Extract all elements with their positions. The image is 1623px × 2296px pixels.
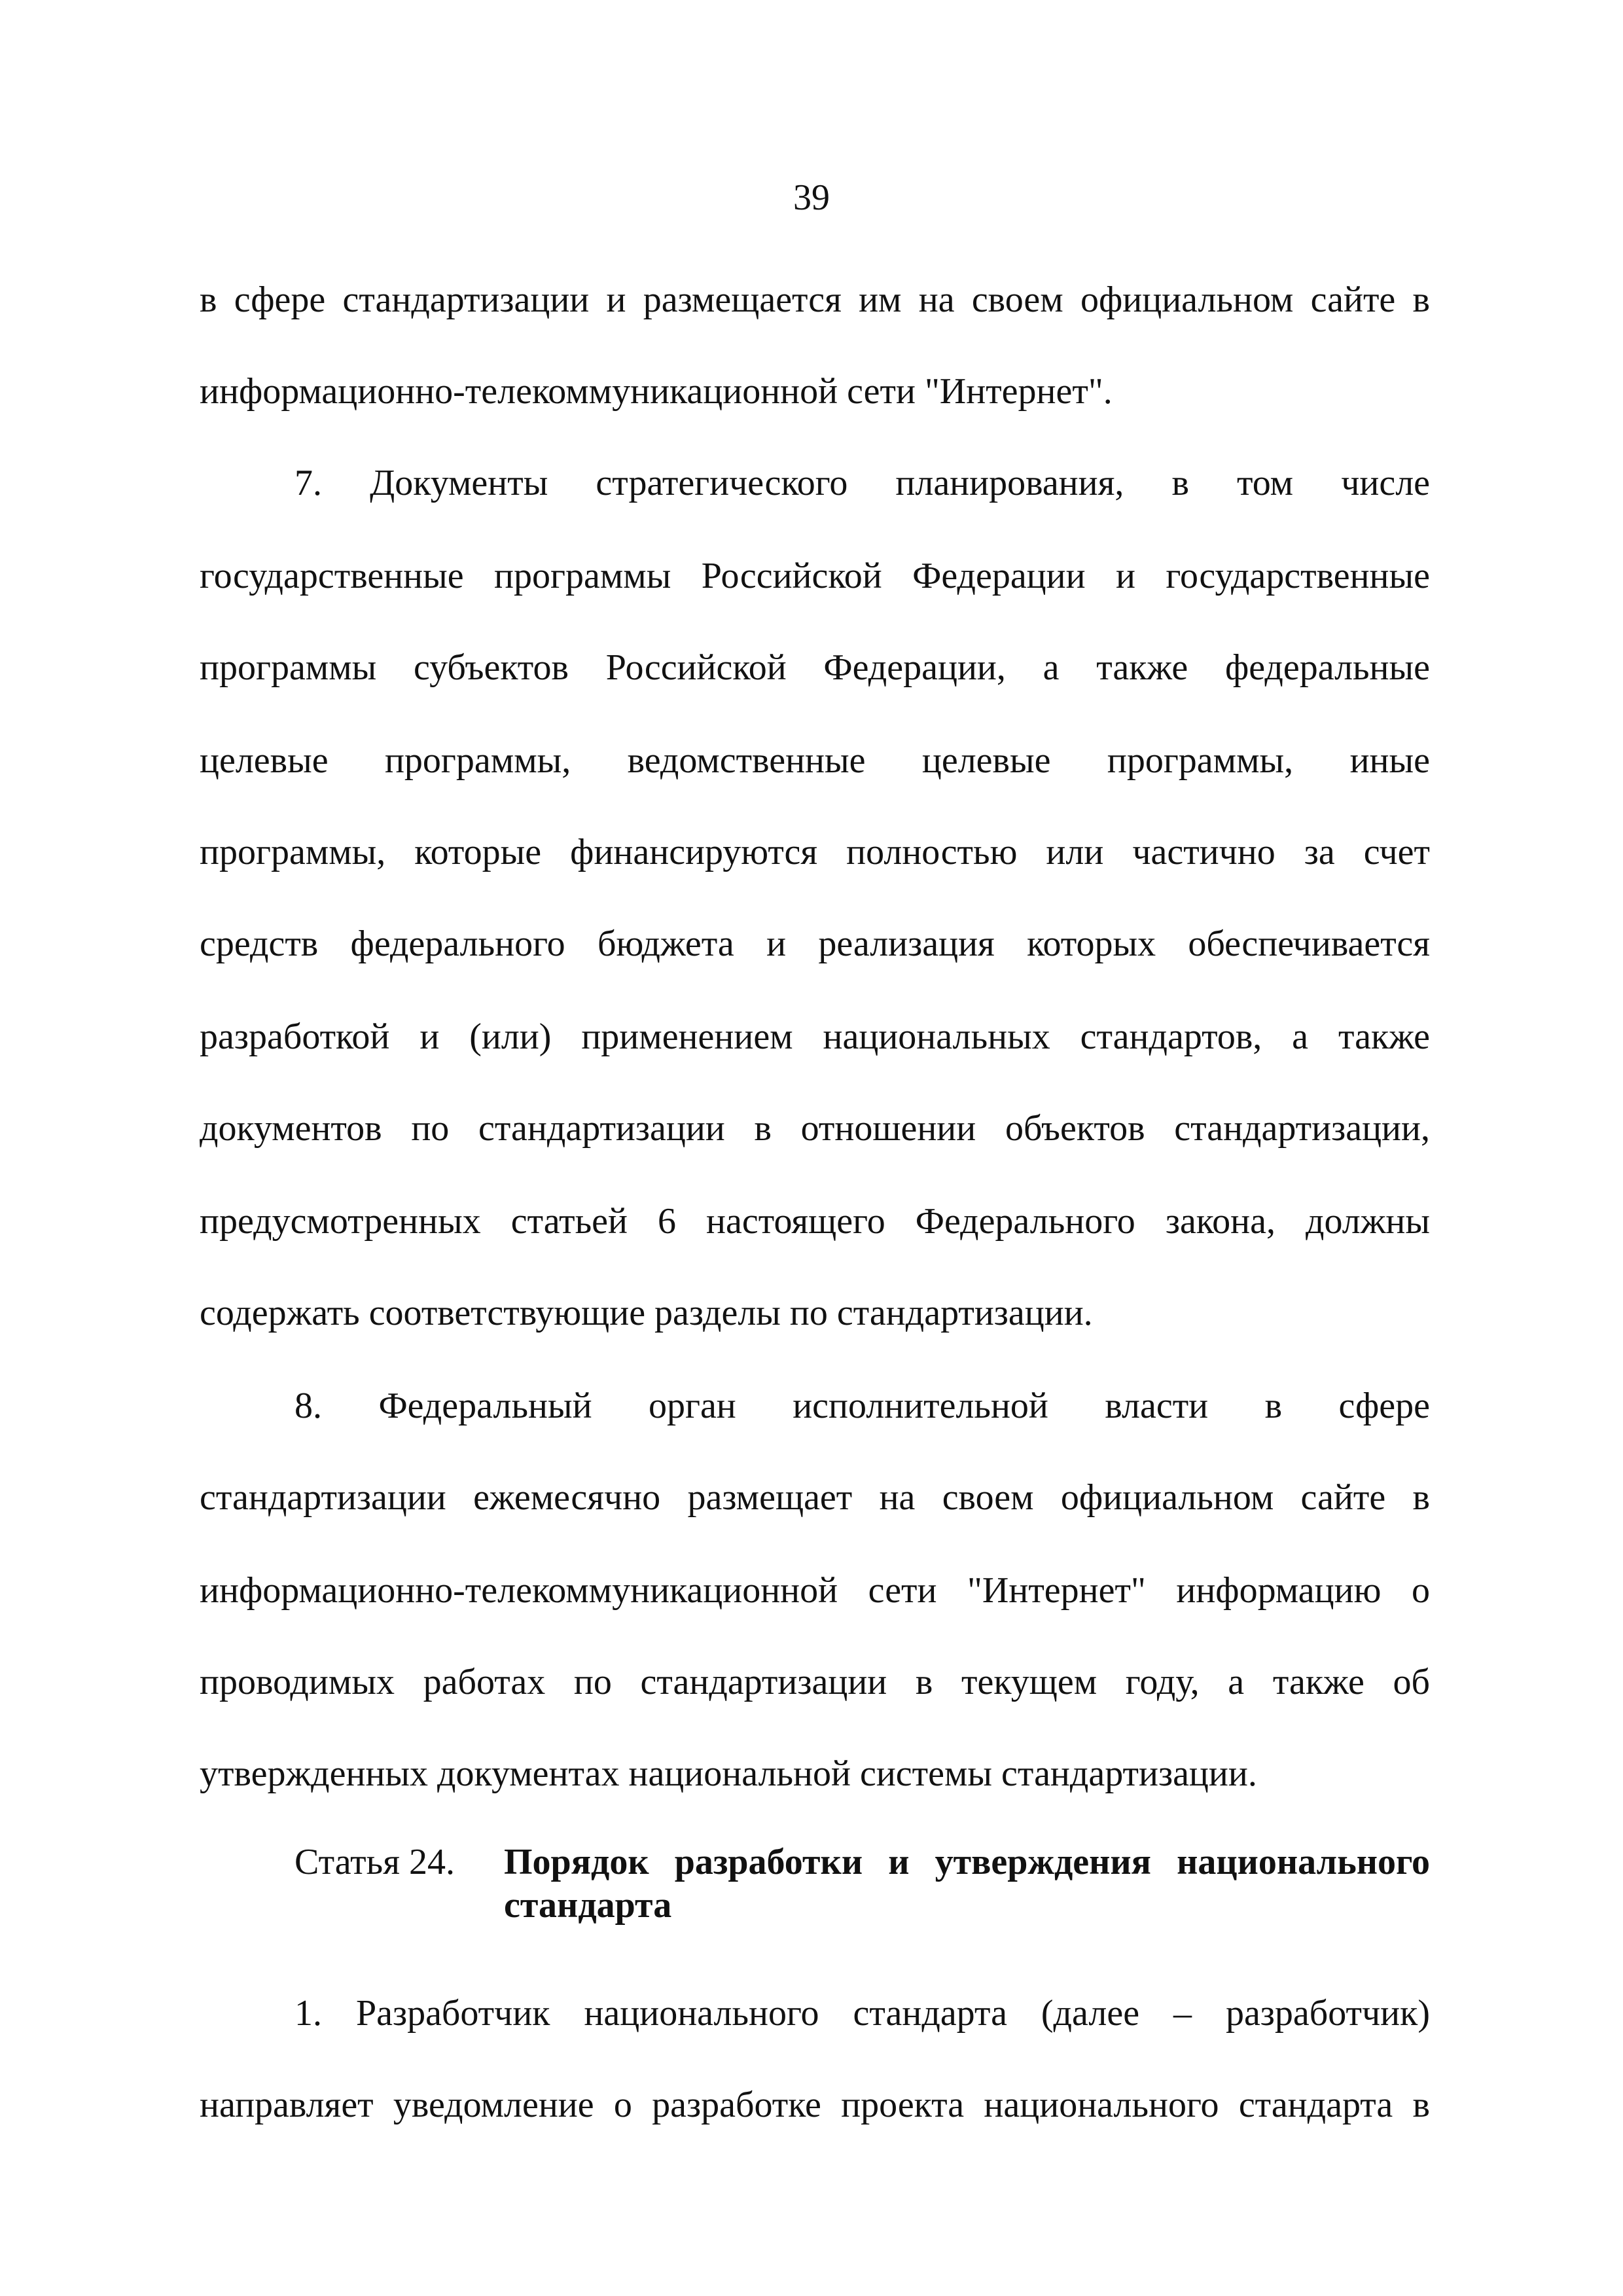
article-title [504, 1840, 1430, 1927]
article-label: Статья 24. [294, 1842, 455, 1882]
text-line: документов по стандартизации в отношении объектов стандартизации, [200, 1108, 1430, 1149]
page-number: 39 [793, 177, 830, 218]
text-line: направляет уведомление о разработке проекта национального стандарта в [200, 2085, 1430, 2125]
article-title-line-2: стандарта [504, 1885, 672, 1926]
text-line: государственные программы Российской Федерации и государственные [200, 556, 1430, 596]
text-line: средств федерального бюджета и реализация которых обеспечивается [200, 924, 1430, 964]
text-line: проводимых работах по стандартизации в текущем году, а также об [200, 1662, 1430, 1702]
text-line: информационно-телекоммуникационной сети "Интернет". [200, 371, 1113, 412]
paragraph-8-start: 8. Федеральный орган исполнительной власти в сфере [294, 1386, 1430, 1426]
paragraph-7-start: 7. Документы стратегического планирования, в том числе [294, 463, 1430, 503]
text-line: информационно-телекоммуникационной сети "Интернет" информацию о [200, 1570, 1430, 1611]
paragraph-1-start: 1. Разработчик национального стандарта (далее – разработчик) [294, 1993, 1430, 2034]
article-title-line-1: Порядок разработки и утверждения национального [504, 1842, 1430, 1882]
text-line: целевые программы, ведомственные целевые программы, иные [200, 740, 1430, 781]
text-line: программы, которые финансируются полностью или частично за счет [200, 832, 1430, 872]
text-line: разработкой и (или) применением национальных стандартов, а также [200, 1016, 1430, 1057]
text-line: утвержденных документах национальной системы стандартизации. [200, 1753, 1257, 1794]
text-line: в сфере стандартизации и размещается им на своем официальном сайте в [200, 279, 1430, 320]
text-line: содержать соответствующие разделы по стандартизации. [200, 1293, 1093, 1333]
text-line: программы субъектов Российской Федерации, а также федеральные [200, 647, 1430, 688]
text-line: стандартизации ежемесячно размещает на своем официальном сайте в [200, 1477, 1430, 1518]
text-line: предусмотренных статьей 6 настоящего Федерального закона, должны [200, 1201, 1430, 1242]
